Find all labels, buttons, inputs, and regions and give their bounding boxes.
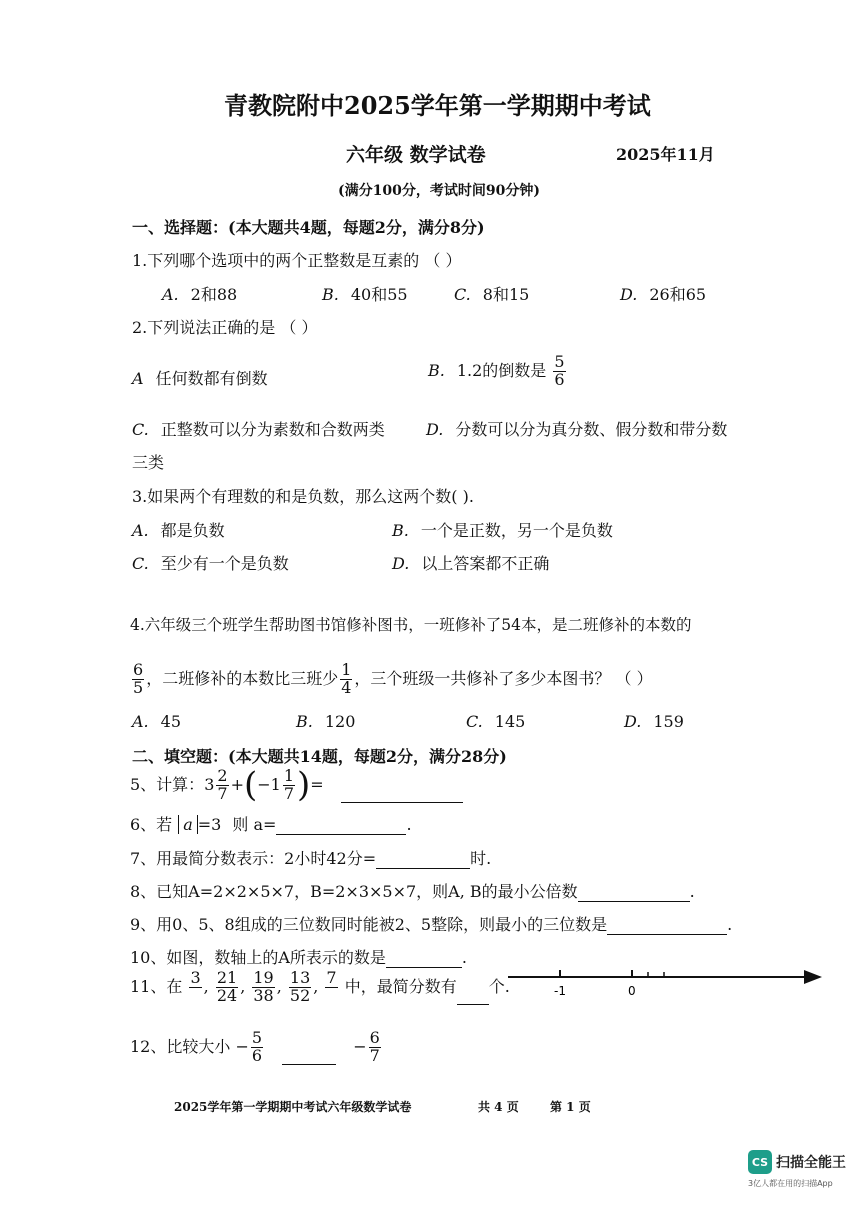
q5-line: 5、计算：3 $\frac{2}{7}$ +(−1 $\frac{1}{7}$ )= — [130, 768, 463, 803]
q10-line: 10、如图，数轴上的A所表示的数是 . — [130, 948, 468, 967]
q4-stem-line2: $\frac{6}{5}$ ，二班修补的本数比三班少 $\frac{1}{4}$ ，三个班级一共修补了多少本图书？ （ ） — [133, 660, 653, 697]
q4-fraction-1: $\frac{6}{5}$ — [133, 660, 144, 697]
q4-option-c: C. 145 — [466, 712, 526, 731]
q11-fraction-2: $\frac{21}{24}$ — [216, 968, 238, 1005]
number-line-figure — [504, 962, 826, 1002]
q11-answer-blank[interactable] — [457, 988, 489, 1005]
exam-title: 青教院附中2025学年第一学期期中考试 — [224, 91, 651, 120]
q7-answer-blank[interactable] — [376, 852, 470, 869]
q1-option-b: B. 40和55 — [322, 285, 408, 304]
q11-fraction-4: $\frac{13}{52}$ — [289, 968, 311, 1005]
q4-option-a: A. 45 — [132, 712, 181, 731]
q7-line: 7、用最简分数表示：2小时42分= 时. — [130, 849, 492, 868]
tick-label-minus1: -1 — [554, 984, 566, 998]
q10-answer-blank[interactable] — [386, 951, 462, 968]
exam-date: 2025年11月 — [616, 145, 715, 164]
q12-answer-blank[interactable] — [282, 1048, 336, 1065]
q1-stem: 1.下列哪个选项中的两个正整数是互素的 （ ） — [132, 251, 462, 270]
q6-line: 6、若 a =3 则 a= . — [130, 815, 412, 834]
q9-line: 9、用0、5、8组成的三位数同时能被2、5整除，则最小的三位数是 . — [130, 915, 733, 934]
q2-option-d-cont: 三类 — [132, 453, 165, 472]
q1-option-d: D. 26和65 — [620, 285, 707, 304]
q2-option-a: A 任何数都有倒数 — [132, 369, 268, 388]
q2-option-c: C. 正整数可以分为素数和合数两类 — [132, 420, 385, 439]
footer-title: 2025学年第一学期期中考试六年级数学试卷 — [174, 1100, 412, 1114]
q2-stem: 2.下列说法正确的是 （ ） — [132, 318, 318, 337]
watermark-brand: 扫描全能王 — [776, 1155, 846, 1171]
q9-answer-blank[interactable] — [607, 918, 727, 935]
q1-option-a: A. 2和88 — [162, 285, 238, 304]
score-note: (满分100分，考试时间90分钟) — [338, 183, 540, 199]
q3-option-b: B. 一个是正数，另一个是负数 — [392, 521, 613, 540]
q2-option-d: D. 分数可以分为真分数、假分数和带分数 — [426, 420, 728, 439]
q8-answer-blank[interactable] — [578, 885, 690, 902]
q4-option-d: D. 159 — [624, 712, 684, 731]
arrow-right-icon — [804, 970, 822, 984]
q11-line: 11、在 3 , $\frac{21}{24}$ , $\frac{19}{38}$ , $\frac{13}{52}$ , 7 中，最简分数有 个. — [130, 968, 510, 1005]
section1-heading: 一、选择题：(本大题共4题，每题2分，满分8分) — [132, 218, 485, 237]
footer-total-pages: 共 4 页 — [478, 1100, 519, 1114]
exam-subtitle: 六年级 数学试卷 — [346, 144, 486, 166]
q3-stem: 3.如果两个有理数的和是负数，那么这两个数( ). — [132, 487, 474, 506]
q4-option-b: B. 120 — [296, 712, 356, 731]
q6-answer-blank[interactable] — [276, 818, 406, 835]
q4-fraction-2: $\frac{1}{4}$ — [341, 660, 352, 697]
watermark-tagline: 3亿人都在用的扫描App — [748, 1179, 833, 1188]
q1-option-c: C. 8和15 — [454, 285, 530, 304]
q11-fraction-5: 7 — [326, 968, 337, 987]
q8-line: 8、已知A=2×2×5×7，B=2×3×5×7，则A, B的最小公倍数 . — [130, 882, 695, 901]
q12-line: 12、比较大小 − $\frac{5}{6}$ − $\frac{6}{7}$ — [130, 1028, 380, 1065]
q3-option-a: A. 都是负数 — [132, 521, 225, 540]
q11-fraction-1: 3 — [190, 968, 201, 987]
section2-heading: 二、填空题：(本大题共14题，每题2分，满分28分) — [132, 747, 507, 766]
q11-fraction-3: $\frac{19}{38}$ — [253, 968, 274, 1005]
q3-option-c: C. 至少有一个是负数 — [132, 554, 289, 573]
q3-option-d: D. 以上答案都不正确 — [392, 554, 550, 573]
camscanner-logo-icon: CS — [748, 1150, 772, 1174]
q4-stem-line1: 4.六年级三个班学生帮助图书馆修补图书，一班修补了54本，是二班修补的本数的 — [130, 616, 692, 634]
q5-answer-blank[interactable] — [341, 786, 463, 803]
q2-option-b: B. 1.2的倒数是 $\frac{5}{6}$ — [428, 352, 565, 389]
footer-page-number: 第 1 页 — [550, 1100, 591, 1114]
q2-fraction: $\frac{5}{6}$ — [554, 352, 565, 389]
tick-label-zero: 0 — [628, 984, 636, 998]
